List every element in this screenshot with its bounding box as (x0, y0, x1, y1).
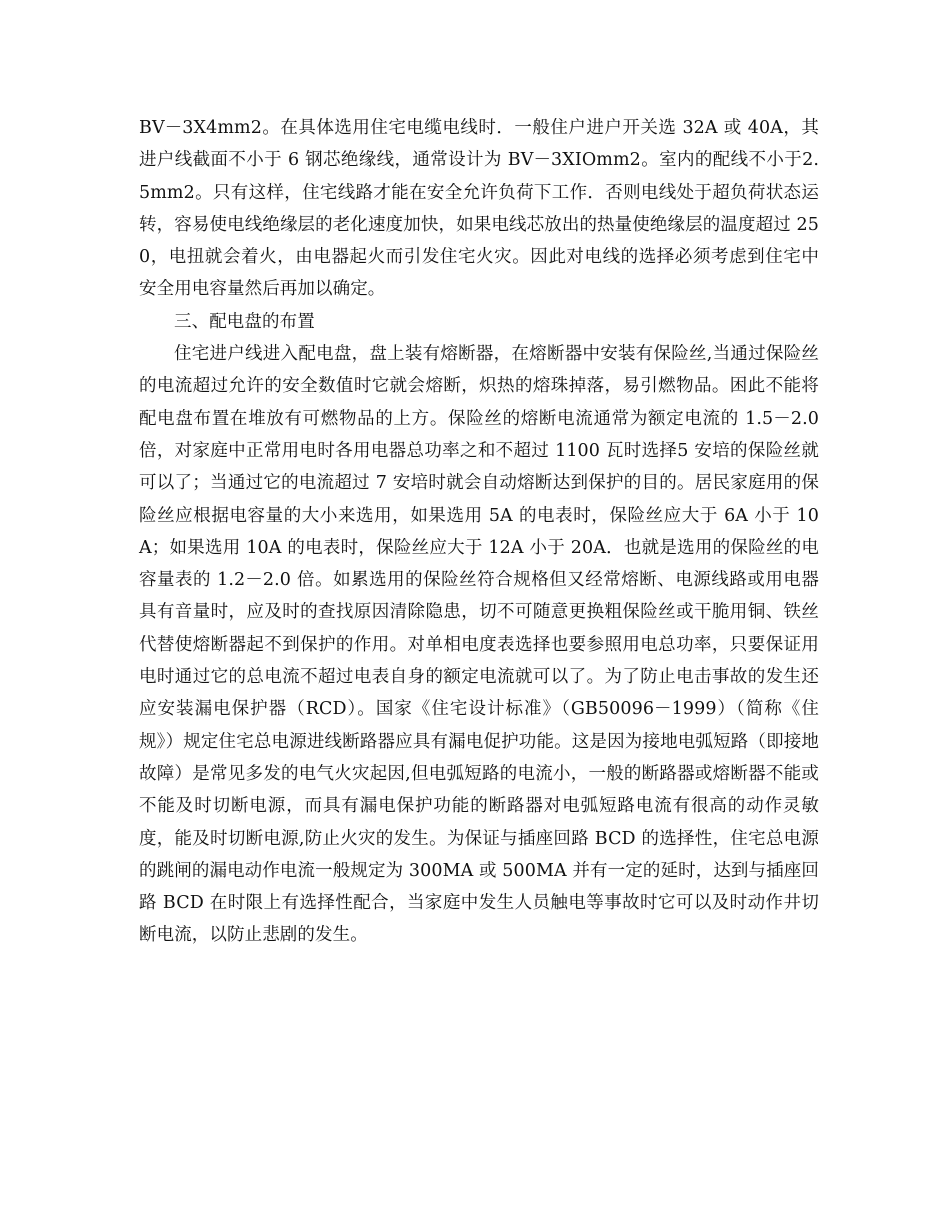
section-heading-distribution-board: 三、配电盘的布置 (174, 311, 315, 332)
paragraph-distribution-board: 住宅进户线进入配电盘，盘上装有熔断器，在熔断器中安装有保险丝,当通过保险丝的电流超过允许的安全数值时它就会熔断，炽热的熔珠掉落，易引燃物品。困此不能将配电盘布置在堆放有可燃物品的上方。保险丝的熔断电流通常为额定电流的 1.5－2.0 倍，对家庭中正常用电时各用电器总功率之和不超过 1100 瓦时选择5 安培的保险丝就可以了；当通过它的电流超过 7 安培时就会自动熔断达到保护的目的。居民家庭用的保险丝应根据电容量的大小来选用，如果选用 5A 的电表时，保险丝应大于 6A 小于 10A；如果选用 10A 的电表时，保险丝应大于 12A 小于 20A．也就是选用的保险丝的电容量表的 1.2－2.0 倍。如累选用的保险丝符合规格但又经常熔断、电源线路或用电器具有音量时，应及时的查找原因清除隐患，切不可随意更换粗保险丝或干脆用铜、铁丝代替使熔断器起不到保护的作用。对单相电度表选择也要参照用电总功率，只要保证用电时通过它的总电流不超过电表自身的额定电流就可以了。为了防止电击事故的发生还应安装漏电保护器（RCD）。国家《住宅设计标准》（GB50096－1999）（简称《住规》）规定住宅总电源进线断路器应具有漏电促护功能。这是因为接地电弧短路（即接地故障）是常见多发的电气火灾起因,但电弧短路的电流小，一般的断路器或熔断器不能或不能及时切断电源，而具有漏电保护功能的断路器对电弧短路电流有很高的动作灵敏度，能及时切断电源,防止火灾的发生。为保证与插座回路 BCD 的选择性，住宅总电源的跳闸的漏电动作电流一般规定为 300MA 或 500MA 并有一定的延时，达到与插座回路 BCD 在时限上有选择性配合，当家庭中发生人员触电等事故时它可以及时动作井切断电流，以防止悲剧的发生。 (139, 344, 819, 946)
paragraph-wiring-selection: BV－3X4mm2。在具体选用住宅电缆电线时．一般住户进户开关选 32A 或 40A，其进户线截面不小于 6 钢芯绝缘线，通常设计为 BV－3XIOmm2。室内的配线不小于2.5mm2。只有这样，住宅线路才能在安全允许负荷下工作．否则电线处于超负荷状态运转，容易使电线绝缘层的老化速度加快，如果电线芯放出的热量使绝缘层的温度超过 250，电扭就会着火，由电器起火而引发住宅火灾。因此对电线的选择必须考虑到住宅中安全用电容量然后再加以确定。 (139, 118, 819, 300)
document-body (139, 112, 819, 952)
